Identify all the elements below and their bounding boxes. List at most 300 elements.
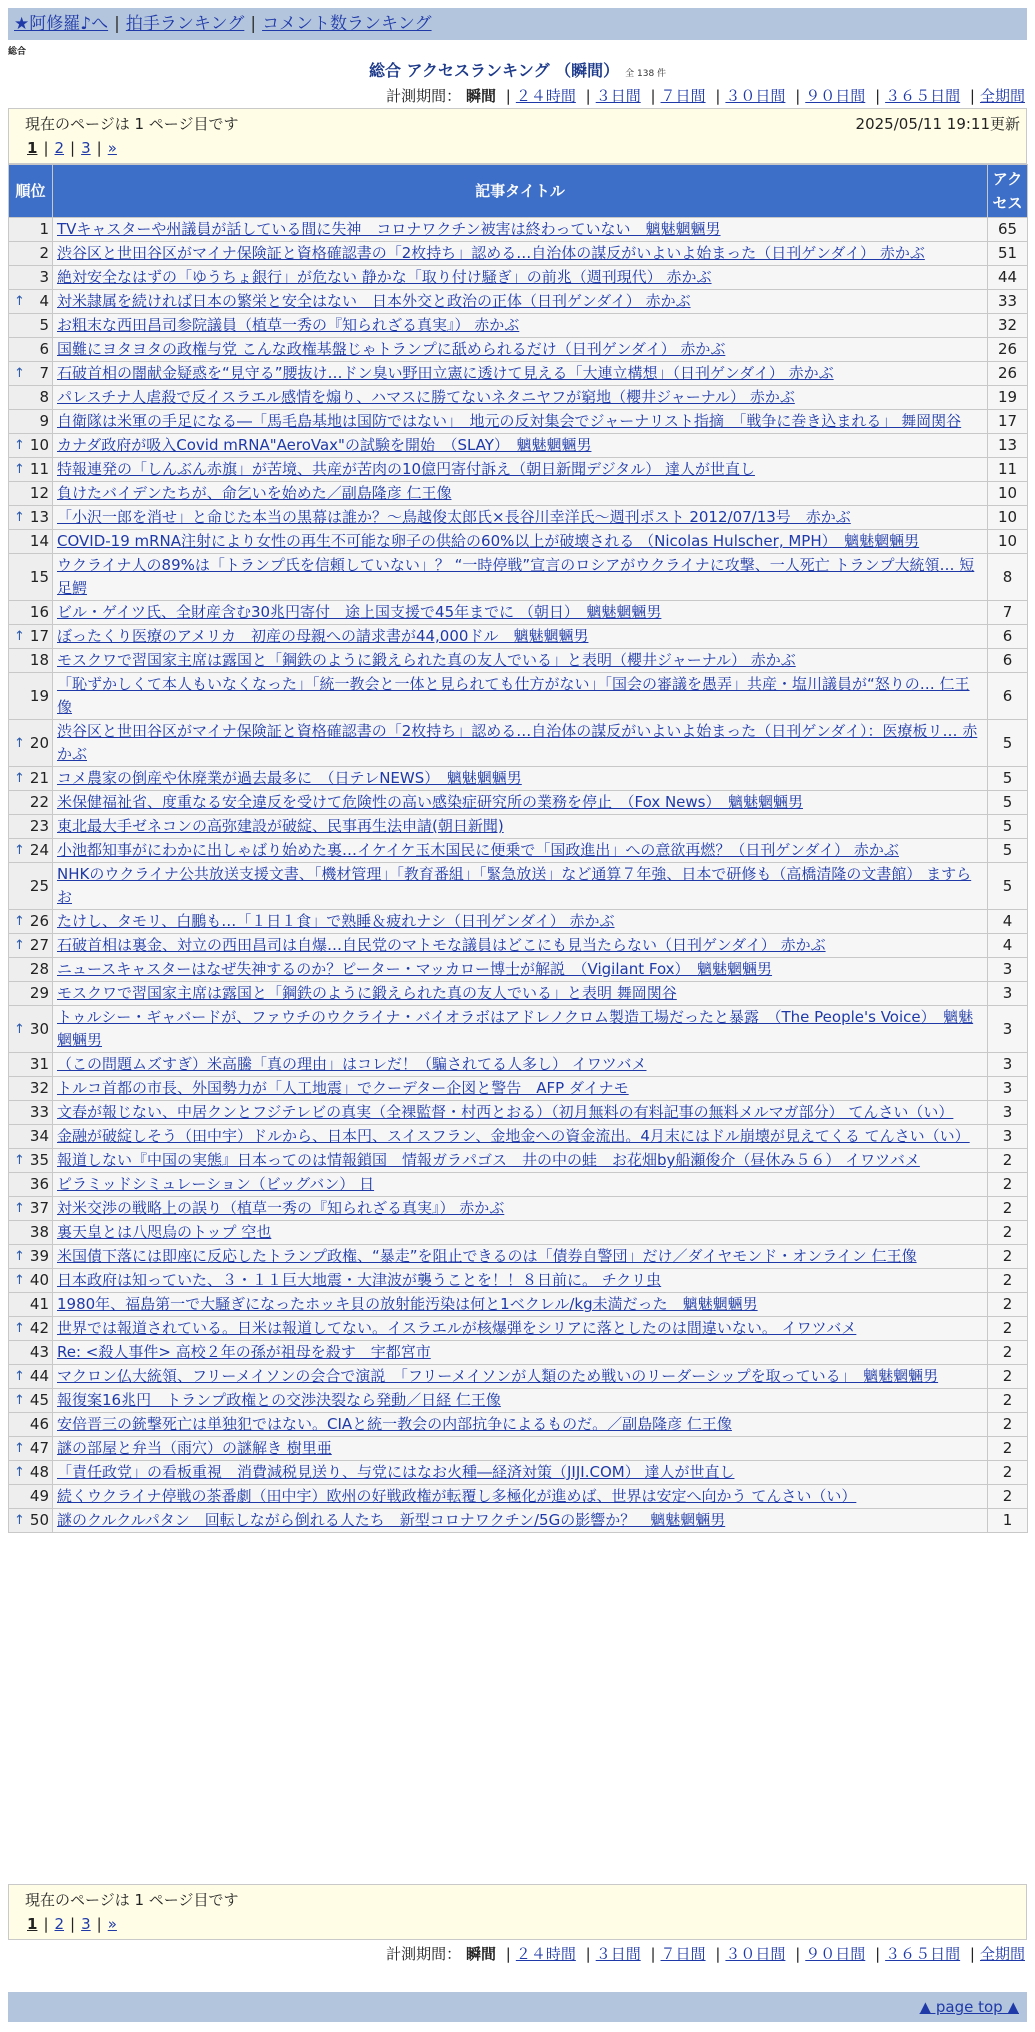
updated-timestamp: 2025/05/11 19:11更新 [855,115,1020,133]
rank-cell [9,1221,53,1245]
access-count: 3 [988,1077,1028,1101]
rank-up-icon: ↑ [14,1441,25,1456]
rank-up-icon: ↑ [14,1153,25,1168]
nav-link-ashura-home[interactable]: ★阿修羅♪へ [14,14,109,34]
period-label: 計測期間： [386,87,462,105]
article-link[interactable]: トゥルシー・ギャバードが、ファウチのウクライナ・バイオラボはアドレノクロム製造工場だったと暴露 （The People's Voice） 魑魅魍魎男 [57,1008,974,1049]
rank-cell [9,1149,53,1173]
table-row [9,1389,1028,1413]
page-link-next[interactable]: » [107,139,117,157]
article-link[interactable]: 対米交渉の戦略上の誤り（植草一秀の『知られざる真実』） 赤かぶ [57,1199,505,1217]
page-links: 1 | 2 | 3 | » [27,1915,117,1933]
access-count: 5 [988,720,1028,767]
article-link[interactable]: 文春が報じない、中居クンとフジテレビの真実（全裸監督・村西とおる）（初月無料の有料記事の無料メルマガ部分） てんさい（い） [57,1103,954,1121]
table-row [9,290,1028,314]
access-count: 26 [988,338,1028,362]
access-count: 5 [988,791,1028,815]
rank-number: 32 [29,1079,49,1097]
access-count: 2 [988,1461,1028,1485]
table-row [9,1485,1028,1509]
access-count: 17 [988,410,1028,434]
table-row [9,242,1028,266]
rank-number: 13 [29,508,49,526]
rank-up-icon: ↑ [14,1321,25,1336]
table-row [9,1245,1028,1269]
article-link[interactable]: 金融が破綻しそう（田中宇）ドルから、日本円、スイスフラン、金地金への資金流出。4月末にはドル崩壊が見えてくる てんさい（い） [57,1127,970,1145]
article-link[interactable]: ぼったくり医療のアメリカ 初産の母親への請求書が44,000ドル 魑魅魍魎男 [57,627,589,645]
page-title-text: 総合 アクセスランキング （瞬間） [368,61,620,80]
access-count: 33 [988,290,1028,314]
rank-cell [9,266,53,290]
article-link[interactable]: パレスチナ人虐殺で反イスラエル感情を煽り、ハマスに勝てないネタニヤフが窮地（櫻井ジャーナル） 赤かぶ [57,388,795,406]
period-selector-bottom: 計測期間： 瞬間 | ２４時間 | ３日間 | ７日間 | ３０日間 | ９０日間 | ３６５日間 | 全期間 [386,1945,1025,1963]
rank-cell [9,1173,53,1197]
rank-up-icon: ↑ [14,1369,25,1384]
period-link-30d[interactable]: ３０日間 [725,1945,786,1963]
article-link[interactable]: 日本政府は知っていた、３・１１巨大地震・大津波が襲うことを！！８日前に。 チクリ虫 [57,1271,662,1289]
access-count: 51 [988,242,1028,266]
access-count: 7 [988,601,1028,625]
article-link[interactable]: 報復案16兆円 トランプ政権との交渉決裂なら発動／日経 仁王像 [57,1391,501,1409]
period-link-365d[interactable]: ３６５日間 [885,87,961,105]
rank-cell [9,434,53,458]
table-row [9,601,1028,625]
rank-cell [9,1269,53,1293]
rank-cell [9,1509,53,1533]
rank-cell [9,910,53,934]
article-link[interactable]: 謎のクルクルパタン 回転しながら倒れる人たち 新型コロナワクチン/5Gの影響か？ 魑魅魍魎男 [57,1511,726,1529]
rank-up-icon: ↑ [14,771,25,786]
article-link[interactable]: 「責任政党」の看板重視 消費減税見送り、与党にはなお火種―経済対策（JIJI.COM） 達人が世直し [57,1463,735,1481]
article-link[interactable]: 「小沢一郎を消せ」と命じた本当の黒幕は誰か？～鳥越俊太郎氏×長谷川幸洋氏～週刊ポスト 2012/07/13号 赤かぶ [57,508,851,526]
rank-number: 22 [29,793,49,811]
rank-up-icon: ↑ [14,1393,25,1408]
nav-link-clap-ranking[interactable]: 拍手ランキング [125,14,245,34]
table-row [9,1269,1028,1293]
title-cell [53,362,988,386]
rank-number: 48 [29,1463,49,1481]
rank-cell [9,1293,53,1317]
page-current: 1 [27,1915,38,1933]
article-link[interactable]: コメ農家の倒産や休廃業が過去最多に （日テレNEWS） 魑魅魍魎男 [57,769,522,787]
table-row [9,982,1028,1006]
rank-cell [9,338,53,362]
rank-up-icon: ↑ [14,1201,25,1216]
rank-cell [9,482,53,506]
rank-up-icon: ↑ [14,438,25,453]
title-cell [53,815,988,839]
rank-up-icon: ↑ [14,1021,25,1037]
title-cell [53,1413,988,1437]
table-row [9,482,1028,506]
table-row [9,863,1028,910]
article-link[interactable]: ビル・ゲイツ氏、全財産含む30兆円寄付 途上国支援で45年までに （朝日） 魑魅魍魎男 [57,603,662,621]
table-row [9,815,1028,839]
table-row [9,338,1028,362]
rank-cell [9,1317,53,1341]
rank-number: 4 [39,292,49,310]
article-link[interactable]: お粗末な西田昌司参院議員（植草一秀の『知られざる真実』） 赤かぶ [57,316,520,334]
table-row [9,506,1028,530]
table-row [9,1437,1028,1461]
title-cell [53,554,988,601]
rank-up-icon: ↑ [14,735,25,751]
rank-number: 15 [29,567,49,586]
access-count: 2 [988,1365,1028,1389]
period-link-90d[interactable]: ９０日間 [805,87,866,105]
period-link-all[interactable]: 全期間 [979,1945,1025,1963]
article-link[interactable]: 石破首相の闇献金疑惑を“見守る”腰抜け…ドン臭い野田立憲に透けて見える「大連立構想」（日刊ゲンダイ） 赤かぶ [57,364,834,382]
table-row [9,673,1028,720]
table-row [9,410,1028,434]
rank-cell [9,1101,53,1125]
rank-number: 16 [29,603,49,621]
rank-cell [9,290,53,314]
period-link-30d[interactable]: ３０日間 [725,87,786,105]
rank-cell [9,791,53,815]
rank-number: 39 [29,1247,49,1265]
access-count: 5 [988,863,1028,910]
table-row [9,362,1028,386]
access-count: 3 [988,958,1028,982]
rank-cell [9,362,53,386]
article-link[interactable]: 負けたバイデンたちが、命乞いを始めた／副島隆彦 仁王像 [57,484,452,502]
rank-number: 5 [39,316,49,334]
rank-number: 40 [29,1271,49,1289]
title-cell [53,1101,988,1125]
article-link[interactable]: モスクワで習国家主席は露国と「鋼鉄のように鍛えられた真の友人でいる」と表明（櫻井ジャーナル） 赤かぶ [57,651,796,669]
rank-cell [9,218,53,242]
period-selector-top: 計測期間： 瞬間 | ２４時間 | ３日間 | ７日間 | ３０日間 | ９０日間 | ３６５日間 | 全期間 [386,87,1025,105]
table-row [9,625,1028,649]
rank-number: 27 [29,936,49,954]
article-link[interactable]: モスクワで習国家主席は露国と「鋼鉄のように鍛えられた真の友人でいる」と表明 舞岡関谷 [57,984,677,1002]
current-page-text: 現在のページは 1 ページ目です [25,115,239,133]
title-cell [53,242,988,266]
article-link[interactable]: 続くウクライナ停戦の茶番劇（田中宇）欧州の好戦政権が転覆し多極化が進めば、世界は安定へ向かう てんさい（い） [57,1487,857,1505]
header-title: 記事タイトル [53,165,988,218]
article-link[interactable]: ニュースキャスターはなぜ失神するのか？ピーター・マッカロー博士が解説 （Vigilant Fox） 魑魅魍魎男 [57,960,773,978]
rank-number: 47 [29,1439,49,1457]
rank-up-icon: ↑ [14,914,25,929]
title-cell [53,839,988,863]
page-link-2[interactable]: 2 [54,139,65,157]
access-count: 1 [988,1509,1028,1533]
rank-cell [9,386,53,410]
rank-number: 41 [29,1295,49,1313]
title-cell [53,1293,988,1317]
access-count: 2 [988,1437,1028,1461]
rank-number: 50 [29,1511,49,1529]
rank-up-icon: ↑ [14,843,25,858]
rank-cell [9,934,53,958]
rank-cell [9,410,53,434]
title-cell [53,266,988,290]
rank-up-icon: ↑ [14,1465,25,1480]
access-count: 2 [988,1221,1028,1245]
rank-number: 11 [29,460,49,478]
article-link[interactable]: 小池都知事がにわかに出しゃばり始めた裏…イケイケ玉木国民に便乗で「国政進出」への意欲再燃？（日刊ゲンダイ） 赤かぶ [57,841,899,859]
rank-cell [9,506,53,530]
pager-bottom [8,1884,1027,1940]
page-link-2[interactable]: 2 [54,1915,65,1933]
access-count: 3 [988,1053,1028,1077]
access-count: 6 [988,625,1028,649]
table-row [9,720,1028,767]
page-link-next[interactable]: » [107,1915,117,1933]
article-link[interactable]: 裏天皇とは八咫烏のトップ 空也 [57,1223,272,1241]
rank-number: 28 [29,960,49,978]
article-link[interactable]: 報道しない『中国の実態』日本ってのは情報鎖国 情報ガラパゴス 井の中の蛙 お花畑by船瀬俊介（昼休み５６） イワツバメ [57,1151,920,1169]
rank-up-icon: ↑ [14,510,25,525]
title-cell [53,386,988,410]
rank-cell [9,649,53,673]
table-row [9,1149,1028,1173]
article-link[interactable]: トルコ首都の市長、外国勢力が「人工地震」でクーデター企図と警告 AFP ダイナモ [57,1079,629,1097]
article-link[interactable]: Re: <殺人事件> 高校２年の孫が祖母を殺す 宇都宮市 [57,1343,431,1361]
rank-up-icon: ↑ [14,1249,25,1264]
period-link-7d[interactable]: ７日間 [660,87,706,105]
table-row [9,266,1028,290]
table-row [9,839,1028,863]
rank-number: 2 [39,244,49,262]
rank-cell [9,1461,53,1485]
article-link[interactable]: マクロン仏大統領、フリーメイソンの会合で演説 「フリーメイソンが人類のため戦いのリーダーシップを取っている」 魑魅魍魎男 [57,1367,939,1385]
access-count: 6 [988,673,1028,720]
article-link[interactable]: 国難にヨタヨタの政権与党 こんな政権基盤じゃトランプに舐められるだけ（日刊ゲンダイ） 赤かぶ [57,340,726,358]
article-link[interactable]: 石破首相は裏金、対立の西田昌司は自爆…自民党のマトモな議員はどこにも見当たらない（日刊ゲンダイ） 赤かぶ [57,936,826,954]
period-link-24h[interactable]: ２４時間 [515,87,576,105]
table-row [9,1173,1028,1197]
article-link[interactable]: 世界では報道されている。日米は報道してない。イスラエルが核爆弾をシリアに落としたのは間違いない。 イワツバメ [57,1319,857,1337]
ranking-table [8,164,1028,1533]
access-count: 11 [988,458,1028,482]
period-link-7d[interactable]: ７日間 [660,1945,706,1963]
access-count: 10 [988,530,1028,554]
article-link[interactable]: 安倍晋三の銃撃死亡は単独犯ではない。CIAと統一教会の内部抗争によるものだ。／副島隆彦 仁王像 [57,1415,732,1433]
rank-number: 1 [39,220,49,238]
rank-number: 6 [39,340,49,358]
article-link[interactable]: 自衛隊は米軍の手足になる―「馬毛島基地は国防ではない」 地元の反対集会でジャーナリスト指摘 「戦争に巻き込まれる」 舞岡関谷 [57,412,962,430]
rank-up-icon: ↑ [14,938,25,953]
title-cell [53,1173,988,1197]
nav-link-comment-ranking[interactable]: コメント数ランキング [262,14,432,34]
access-count: 2 [988,1149,1028,1173]
table-row [9,554,1028,601]
rank-number: 14 [29,532,49,550]
period-link-24h[interactable]: ２４時間 [515,1945,576,1963]
article-link[interactable]: COVID-19 mRNA注射により女性の再生不可能な卵子の供給の60%以上が破壊される （Nicolas Hulscher, MPH） 魑魅魍魎男 [57,532,920,550]
title-cell [53,863,988,910]
rank-cell [9,1485,53,1509]
table-row [9,1413,1028,1437]
rank-cell [9,1437,53,1461]
rank-number: 37 [29,1199,49,1217]
page-links: 1 | 2 | 3 | » [27,139,117,157]
access-count: 2 [988,1485,1028,1509]
access-count: 2 [988,1245,1028,1269]
title-cell [53,1006,988,1053]
article-link[interactable]: 渋谷区と世田谷区がマイナ保険証と資格確認書の「2枚持ち」認める…自治体の謀反がいよいよ始まった（日刊ゲンダイ）：医療板リ… 赤かぶ [57,722,978,763]
header-rank: 順位 [9,165,53,218]
rank-number: 35 [29,1151,49,1169]
period-label: 計測期間： [386,1945,462,1963]
access-count: 8 [988,554,1028,601]
table-row [9,386,1028,410]
title-cell [53,410,988,434]
article-link[interactable]: 対米隷属を続ければ日本の繁栄と安全はない 日本外交と政治の正体（日刊ゲンダイ） 赤かぶ [57,292,691,310]
title-cell [53,1197,988,1221]
title-cell [53,1269,988,1293]
period-link-90d[interactable]: ９０日間 [805,1945,866,1963]
access-count: 44 [988,266,1028,290]
rank-number: 34 [29,1127,49,1145]
rank-cell [9,982,53,1006]
table-row [9,1101,1028,1125]
title-cell [53,1437,988,1461]
table-row [9,1509,1028,1533]
period-link-3d[interactable]: ３日間 [595,87,641,105]
rank-cell [9,530,53,554]
rank-number: 45 [29,1391,49,1409]
header-access: アクセス [988,165,1028,218]
table-row [9,910,1028,934]
rank-number: 49 [29,1487,49,1505]
article-link[interactable]: ピラミッドシミュレーション（ビッグバン） 日 [57,1175,375,1193]
article-link[interactable]: TVキャスターや州議員が話している間に失神 コロナワクチン被害は終わっていない 魑魅魍魎男 [57,220,721,238]
article-link[interactable]: 東北最大手ゼネコンの高弥建設が破綻、民事再生法申請(朝日新聞) [57,817,504,835]
access-count: 5 [988,839,1028,863]
title-cell [53,218,988,242]
rank-cell [9,242,53,266]
rank-up-icon: ↑ [14,1273,25,1288]
table-row [9,1053,1028,1077]
rank-number: 8 [39,388,49,406]
title-cell [53,1125,988,1149]
rank-number: 18 [29,651,49,669]
page-title [0,60,1035,85]
rank-cell [9,601,53,625]
title-cell [53,506,988,530]
table-row [9,434,1028,458]
rank-number: 7 [39,364,49,382]
access-count: 65 [988,218,1028,242]
title-cell [53,649,988,673]
period-link-365d[interactable]: ３６５日間 [885,1945,961,1963]
title-cell [53,1509,988,1533]
rank-number: 44 [29,1367,49,1385]
nav-separator: | [250,14,257,34]
rank-cell [9,1389,53,1413]
title-cell [53,314,988,338]
rank-cell [9,720,53,767]
article-link[interactable]: 「恥ずかしくて本人もいなくなった」「統一教会と一体と見られても仕方がない」「国会の審議を愚弄」共産・塩川議員が“怒りの… 仁王像 [57,675,970,716]
rank-cell [9,839,53,863]
rank-cell [9,554,53,601]
access-count: 26 [988,362,1028,386]
nav-separator: | [114,14,120,34]
rank-up-icon: ↑ [14,462,25,477]
article-link[interactable]: 渋谷区と世田谷区がマイナ保険証と資格確認書の「2枚持ち」認める…自治体の謀反がいよいよ始まった（日刊ゲンダイ） 赤かぶ [57,244,925,262]
period-link-all[interactable]: 全期間 [979,87,1025,105]
title-cell [53,1485,988,1509]
page-link-3[interactable]: 3 [81,1915,91,1933]
page-top-link[interactable]: ▲ page top ▲ [919,1998,1019,2016]
category-label: 総合 [8,47,27,57]
rank-cell [9,1197,53,1221]
rank-number: 30 [29,1019,49,1038]
article-link[interactable]: カナダ政府が吸入Covid mRNA"AeroVax"の試験を開始 （SLAY） 魑魅魍魎男 [57,436,592,454]
table-row [9,458,1028,482]
title-cell [53,720,988,767]
access-count: 3 [988,1006,1028,1053]
rank-cell [9,863,53,910]
title-cell [53,1077,988,1101]
table-row [9,1006,1028,1053]
title-cell [53,934,988,958]
table-header-row [9,165,1028,218]
footer-bar [8,1992,1027,2022]
rank-cell [9,625,53,649]
title-cell [53,458,988,482]
table-row [9,530,1028,554]
article-link[interactable]: たけし、タモリ、白鵬も…「１日１食」で熟睡＆疲れナシ（日刊ゲンダイ） 赤かぶ [57,912,615,930]
rank-cell [9,1245,53,1269]
title-cell [53,482,988,506]
period-link-3d[interactable]: ３日間 [595,1945,641,1963]
title-cell [53,767,988,791]
table-row [9,649,1028,673]
article-link[interactable]: 米国債下落には即座に反応したトランプ政権、“暴走”を阻止できるのは「債券自警団」だけ／ダイヤモンド・オンライン 仁王像 [57,1247,917,1265]
page-link-3[interactable]: 3 [81,139,91,157]
top-navigation [8,8,1027,40]
table-row [9,934,1028,958]
title-cell [53,290,988,314]
rank-up-icon: ↑ [14,366,25,381]
title-cell [53,982,988,1006]
rank-number: 43 [29,1343,49,1361]
rank-number: 36 [29,1175,49,1193]
article-link[interactable]: 米保健福祉省、度重なる安全違反を受けて危険性の高い感染症研究所の業務を停止 （Fox News） 魑魅魍魎男 [57,793,803,811]
access-count: 2 [988,1413,1028,1437]
access-count: 2 [988,1317,1028,1341]
article-link[interactable]: 謎の部屋と弁当（雨穴）の謎解き 樹里亜 [57,1439,332,1457]
table-row [9,767,1028,791]
access-count: 19 [988,386,1028,410]
access-count: 10 [988,482,1028,506]
table-row [9,1461,1028,1485]
article-link[interactable]: 1980年、福島第一で大騒ぎになったホッキ貝の放射能汚染は何と1ベクレル/kg未満だった 魑魅魍魎男 [57,1295,758,1313]
rank-cell [9,1125,53,1149]
period-current: 瞬間 [465,87,496,105]
article-link[interactable]: ウクライナ人の89%は「トランプ氏を信頼していない」？ “一時停戦”宣言のロシアがウクライナに攻撃、一人死亡 トランプ大統領… 短足鰐 [57,556,975,597]
table-row [9,1077,1028,1101]
title-cell [53,1365,988,1389]
access-count: 3 [988,982,1028,1006]
access-count: 13 [988,434,1028,458]
article-link[interactable]: 特報連発の「しんぶん赤旗」が苦境、共産が苦肉の10億円寄付訴え（朝日新聞デジタル） 達人が世直し [57,460,755,478]
article-link[interactable]: 絶対安全なはずの「ゆうちょ銀行」が危ない 静かな「取り付け騒ぎ」の前兆（週刊現代） 赤かぶ [57,268,712,286]
rank-number: 21 [29,769,49,787]
rank-cell [9,1006,53,1053]
article-link[interactable]: NHKのウクライナ公共放送支援文書、「機材管理」「教育番組」「緊急放送」など通算７年強、日本で研修も（高橋清隆の文書館） ますらお [57,865,972,906]
title-cell [53,1053,988,1077]
access-count: 2 [988,1269,1028,1293]
article-link[interactable]: （この問題ムズすぎ）米高騰「真の理由」はコレだ！（騙されてる人多し） イワツバメ [57,1055,647,1073]
rank-number: 19 [29,686,49,705]
rank-number: 38 [29,1223,49,1241]
page-current: 1 [27,139,38,157]
